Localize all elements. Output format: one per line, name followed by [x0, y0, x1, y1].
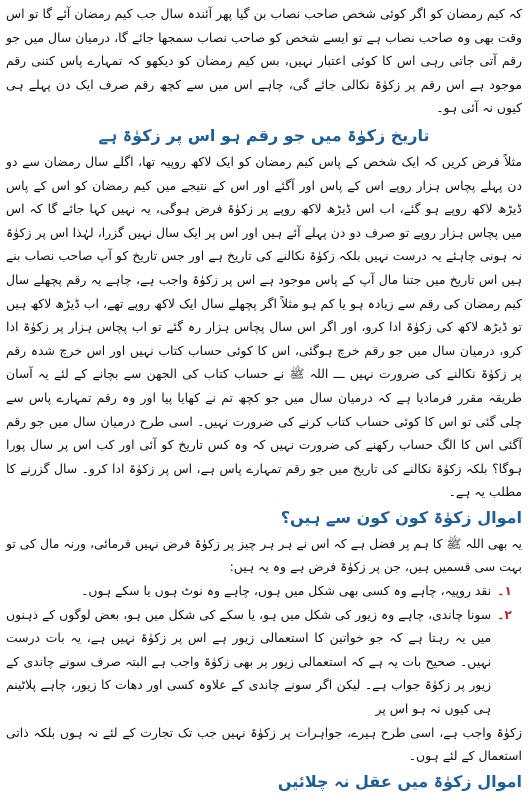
heading-zakat-date: تاریخ زکوٰۃ میں جو رقم ہو اس پر زکوٰۃ ہے [98, 125, 430, 145]
list-text: نقد روپیہ، چاہے وہ کسی بھی شکل میں ہوں، چاہے وہ نوٹ ہوں یا سکے ہوں۔ [81, 583, 492, 599]
list-number: ۱۔ [497, 583, 512, 599]
list-text: سونا چاندی، چاہے وہ زیور کی شکل میں ہو، یا سکے کی شکل میں ہو، بعض لوگوں کے ذہنوں میں یہ رہتا ہے کہ جو خواتین کا استعمالی زیور ہے اس پر زکوٰۃ نہیں ہے، یہ بات درست نہیں۔ صحیح بات یہ ہے کہ استعمالی زیور پر بھی زکوٰۃ واجب ہے البتہ صرف سونے چاندی کے زیور پر زکوٰۃ جواب ہے۔ لیکن اگر سونے چاندی کے علاوہ کسی اور دھات کا زیور، چاہے پلاٹینم ہی کیوں نہ ہو اس پر [6, 606, 492, 717]
list-item [6, 579, 522, 603]
heading-zakat-assets: اموال زکوٰۃ کون کون سے ہیں؟ [280, 507, 522, 527]
paragraph-intro: کہ کیم رمضان کو اگر کوئی شخص صاحب نصاب بن گیا پھر آئندہ سال جب کیم رمضان آئے گا تو اس وقت بھی وہ صاحب نصاب ہے تو ایسے شخص کو صاحب نصاب سمجھا جائے گا، درمیان سال میں جو رقم آتی جاتی رہی اس کا کوئی اعتبار نہیں، بس کیم رمضان کو دیکھو کہ تمہارے پاس کتنی رقم موجود ہے اس رقم پر زکوٰۃ نکالی جائے گی، چاہے اس میں سے کچھ رقم صرف ایک دن پہلے ہی کیوں نہ آئی ہو۔ [6, 6, 522, 116]
heading-no-reasoning: اموال زکوٰۃ میں عقل نہ چلائیں [277, 771, 522, 791]
paragraph-example: مثلاً فرض کریں کہ ایک شخص کے پاس کیم رمضان کو ایک لاکھ روپیہ تھا، اگلے سال رمضان سے دو دن پہلے پچاس ہزار روپے اس کے پاس اور آگئے اور اس کے نتیجے میں کیم رمضان کو اس کے پاس ڈیڑھ لاکھ روپے ہو گئے، اب اس ڈیڑھ لاکھ روپے پر زکوٰۃ فرض ہوگی، یہ نہیں کہا جائے گا کہ اس میں پچاس ہزار روپے تو صرف دو دن پہلے آئے ہیں اور اس پر ایک سال نہیں گزرا، لہٰذا اس پر زکوٰۃ نہ ہونی چاہئے یہ درست نہیں بلکہ زکوٰۃ نکالنے کی تاریخ ہے اور جس تاریخ کو آپ صاحب نصاب بنے ہیں اس تاریخ میں جتنا مال آپ کے پاس موجود ہے اس پر زکوٰۃ واجب ہے، چاہے یہ رقم پچھلے سال کیم رمضان کی رقم سے زیادہ ہو یا کم ہو مثلاً اگر پچھلے سال ایک لاکھ روپے تھے، اب ڈیڑھ لاکھ ہیں تو ڈیڑھ لاکھ کی زکوٰۃ ادا کرو، اور اگر اس سال پچاس ہزار رہ گئے تو اب پچاس ہزار پر زکوٰۃ ادا کرو، درمیان سال میں جو رقم خرچ ہوگئی، اس کا کوئی حساب کتاب نہیں اور اس خرچ شدہ رقم پر زکوٰۃ نکالنے کی ضرورت نہیں ـــ اللہ ﷺ نے حساب کتاب کی الجھن سے بچانے کے لئے یہ آسان طریقہ مقرر فرمادیا ہے کہ درمیان سال میں جو کچھ تم نے کھایا پیا اور وہ رقم تمہارے پاس سے چلی گئی تو اس کا کوئی حساب کتاب کرنے کی ضرورت نہیں۔ اسی طرح درمیان سال میں جو رقم آگئی اس کا الگ حساب رکھنے کی ضرورت نہیں کہ وہ کس تاریخ کو آئی اور کب اس پر سال پورا ہوگا؟ بلکہ زکوٰۃ نکالنے کی تاریخ میں جو رقم تمہارے پاس ہے، اس پر زکوٰۃ ادا کرو۔ سال گزرنے کا مطلب یہ ہے۔ [6, 153, 522, 500]
list-item [6, 603, 522, 721]
paragraph-continuation: زکوٰۃ واجب ہے، اسی طرح ہیرے، جواہرات پر زکوٰۃ نہیں جب تک تجارت کے لئے نہ ہوں بلکہ ذاتی استعمال کے لئے ہوں۔ [6, 724, 522, 764]
list-number: ۲۔ [497, 606, 512, 622]
paragraph-assets-intro: یہ بھی اللہ ﷺ کا ہم پر فضل ہے کہ اس نے ہر ہر چیز پر زکوٰۃ فرض نہیں فرمائی، ورنہ مال کی تو بہت سی قسمیں ہیں، جن پر زکوٰۃ فرض ہے وہ یہ ہیں: [6, 535, 522, 575]
